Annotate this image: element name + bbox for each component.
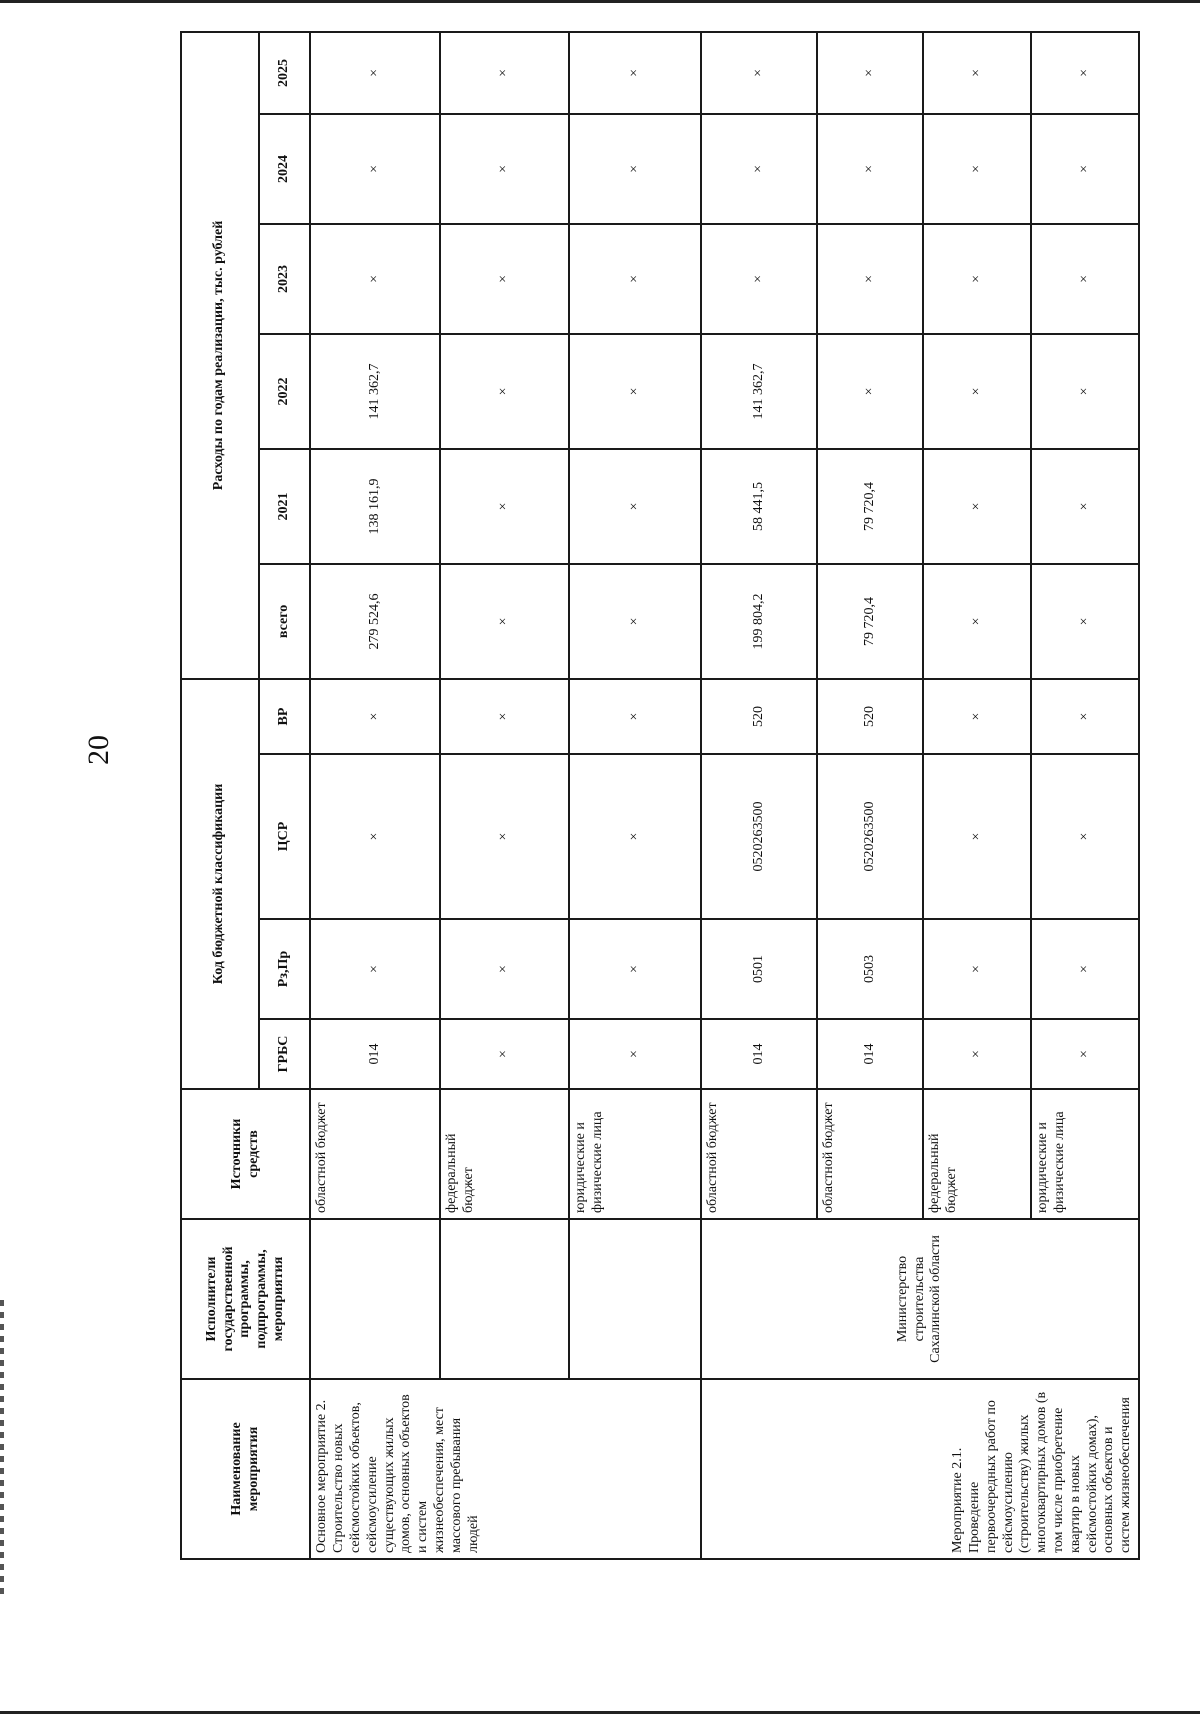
y2025-cell: ×: [440, 32, 569, 114]
y2024-cell: ×: [701, 114, 818, 224]
rzpr-cell: ×: [569, 919, 701, 1019]
y2023-cell: ×: [569, 224, 701, 334]
source-cell: областной бюджет: [701, 1089, 818, 1219]
header-2022: 2022: [259, 334, 311, 449]
y2023-cell: ×: [701, 224, 818, 334]
header-grbs: ГРБС: [259, 1019, 311, 1089]
y2024-cell: ×: [569, 114, 701, 224]
header-2023: 2023: [259, 224, 311, 334]
y2025-cell: ×: [923, 32, 1031, 114]
csr-cell: ×: [310, 754, 439, 919]
vr-cell: ×: [923, 679, 1031, 754]
header-sources: Источники средств: [181, 1089, 310, 1219]
y2025-cell: ×: [701, 32, 818, 114]
source-cell: юридические и физические лица: [569, 1089, 701, 1219]
measure-name: Основное мероприятие 2. Строительство новых сейсмостойких объектов, сейсмоусиление существующих жилых домов, основных объектов и систем жизнеобеспечения, мест массового пребывания людей: [310, 1379, 701, 1559]
header-2025: 2025: [259, 32, 311, 114]
y2022-cell: ×: [569, 334, 701, 449]
header-2024: 2024: [259, 114, 311, 224]
table-row: [440, 32, 569, 1559]
csr-cell: ×: [923, 754, 1031, 919]
vr-cell: 520: [817, 679, 923, 754]
vr-cell: ×: [569, 679, 701, 754]
y2021-cell: ×: [923, 449, 1031, 564]
page-number: 20: [82, 735, 115, 765]
rzpr-cell: ×: [923, 919, 1031, 1019]
y2025-cell: ×: [569, 32, 701, 114]
y2021-cell: ×: [440, 449, 569, 564]
grbs-cell: 014: [701, 1019, 818, 1089]
total-cell: 279 524,6: [310, 564, 439, 679]
source-cell: юридические и физические лица: [1031, 1089, 1139, 1219]
y2021-cell: 138 161,9: [310, 449, 439, 564]
grbs-cell: ×: [569, 1019, 701, 1089]
grbs-cell: 014: [310, 1019, 439, 1089]
rzpr-cell: 0501: [701, 919, 818, 1019]
y2025-cell: ×: [817, 32, 923, 114]
table-row: [310, 32, 439, 1559]
y2022-cell: ×: [440, 334, 569, 449]
source-cell: областной бюджет: [817, 1089, 923, 1219]
total-cell: ×: [923, 564, 1031, 679]
y2021-cell: ×: [569, 449, 701, 564]
y2022-cell: ×: [1031, 334, 1139, 449]
y2024-cell: ×: [817, 114, 923, 224]
total-cell: ×: [1031, 564, 1139, 679]
y2024-cell: ×: [923, 114, 1031, 224]
y2025-cell: ×: [310, 32, 439, 114]
total-cell: 199 804,2: [701, 564, 818, 679]
csr-cell: ×: [569, 754, 701, 919]
source-cell: федеральный бюджет: [440, 1089, 569, 1219]
y2024-cell: ×: [310, 114, 439, 224]
y2021-cell: 58 441,5: [701, 449, 818, 564]
rzpr-cell: ×: [310, 919, 439, 1019]
vr-cell: 520: [701, 679, 818, 754]
executor-cell-empty: [440, 1219, 569, 1379]
y2023-cell: ×: [923, 224, 1031, 334]
header-csr: ЦСР: [259, 754, 311, 919]
grbs-cell: ×: [923, 1019, 1031, 1089]
table-row: [701, 32, 818, 1559]
vr-cell: ×: [1031, 679, 1139, 754]
grbs-cell: ×: [440, 1019, 569, 1089]
header-rzpr: Рз,Пр: [259, 919, 311, 1019]
header-executors: Исполнители государственной программы, подпрограммы, мероприятия: [181, 1219, 310, 1379]
executor-cell: [310, 1219, 439, 1379]
grbs-cell: 014: [817, 1019, 923, 1089]
scan-top-edge: [0, 0, 1200, 3]
y2021-cell: ×: [1031, 449, 1139, 564]
budget-table: [180, 31, 1140, 1560]
csr-cell: 0520263500: [817, 754, 923, 919]
y2024-cell: ×: [440, 114, 569, 224]
rzpr-cell: ×: [1031, 919, 1139, 1019]
source-cell: федеральный бюджет: [923, 1089, 1031, 1219]
header-expenses: Расходы по годам реализации, тыс. рублей: [181, 32, 259, 679]
y2023-cell: ×: [817, 224, 923, 334]
rzpr-cell: 0503: [817, 919, 923, 1019]
header-vr: ВР: [259, 679, 311, 754]
y2022-cell: ×: [817, 334, 923, 449]
header-total: всего: [259, 564, 311, 679]
y2023-cell: ×: [440, 224, 569, 334]
csr-cell: ×: [1031, 754, 1139, 919]
y2025-cell: ×: [1031, 32, 1139, 114]
header-2021: 2021: [259, 449, 311, 564]
y2022-cell: ×: [923, 334, 1031, 449]
y2023-cell: ×: [1031, 224, 1139, 334]
y2024-cell: ×: [1031, 114, 1139, 224]
table-row: [569, 32, 701, 1559]
csr-cell: ×: [440, 754, 569, 919]
y2023-cell: ×: [310, 224, 439, 334]
executor-cell-empty: [569, 1219, 701, 1379]
y2022-cell: 141 362,7: [310, 334, 439, 449]
header-name: Наименование мероприятия: [181, 1379, 310, 1559]
total-cell: ×: [440, 564, 569, 679]
grbs-cell: ×: [1031, 1019, 1139, 1089]
header-budget-code: Код бюджетной классификации: [181, 679, 259, 1089]
source-cell: областной бюджет: [310, 1089, 439, 1219]
vr-cell: ×: [310, 679, 439, 754]
rotated-table-container: [180, 38, 1140, 1560]
executor-cell: Министерство строительства Сахалинской области: [701, 1219, 1139, 1379]
y2022-cell: 141 362,7: [701, 334, 818, 449]
rzpr-cell: ×: [440, 919, 569, 1019]
scan-left-edge: [0, 1300, 4, 1600]
total-cell: 79 720,4: [817, 564, 923, 679]
total-cell: ×: [569, 564, 701, 679]
measure-name: Мероприятие 2.1. Проведение первоочередных работ по сейсмоусилению (строительству) жилых многоквартирных домов (в том числе приобретение квартир в новых сейсмостойких домах), основных объектов и систем жизнеобеспечения: [701, 1379, 1139, 1559]
y2021-cell: 79 720,4: [817, 449, 923, 564]
csr-cell: 0520263500: [701, 754, 818, 919]
vr-cell: ×: [440, 679, 569, 754]
